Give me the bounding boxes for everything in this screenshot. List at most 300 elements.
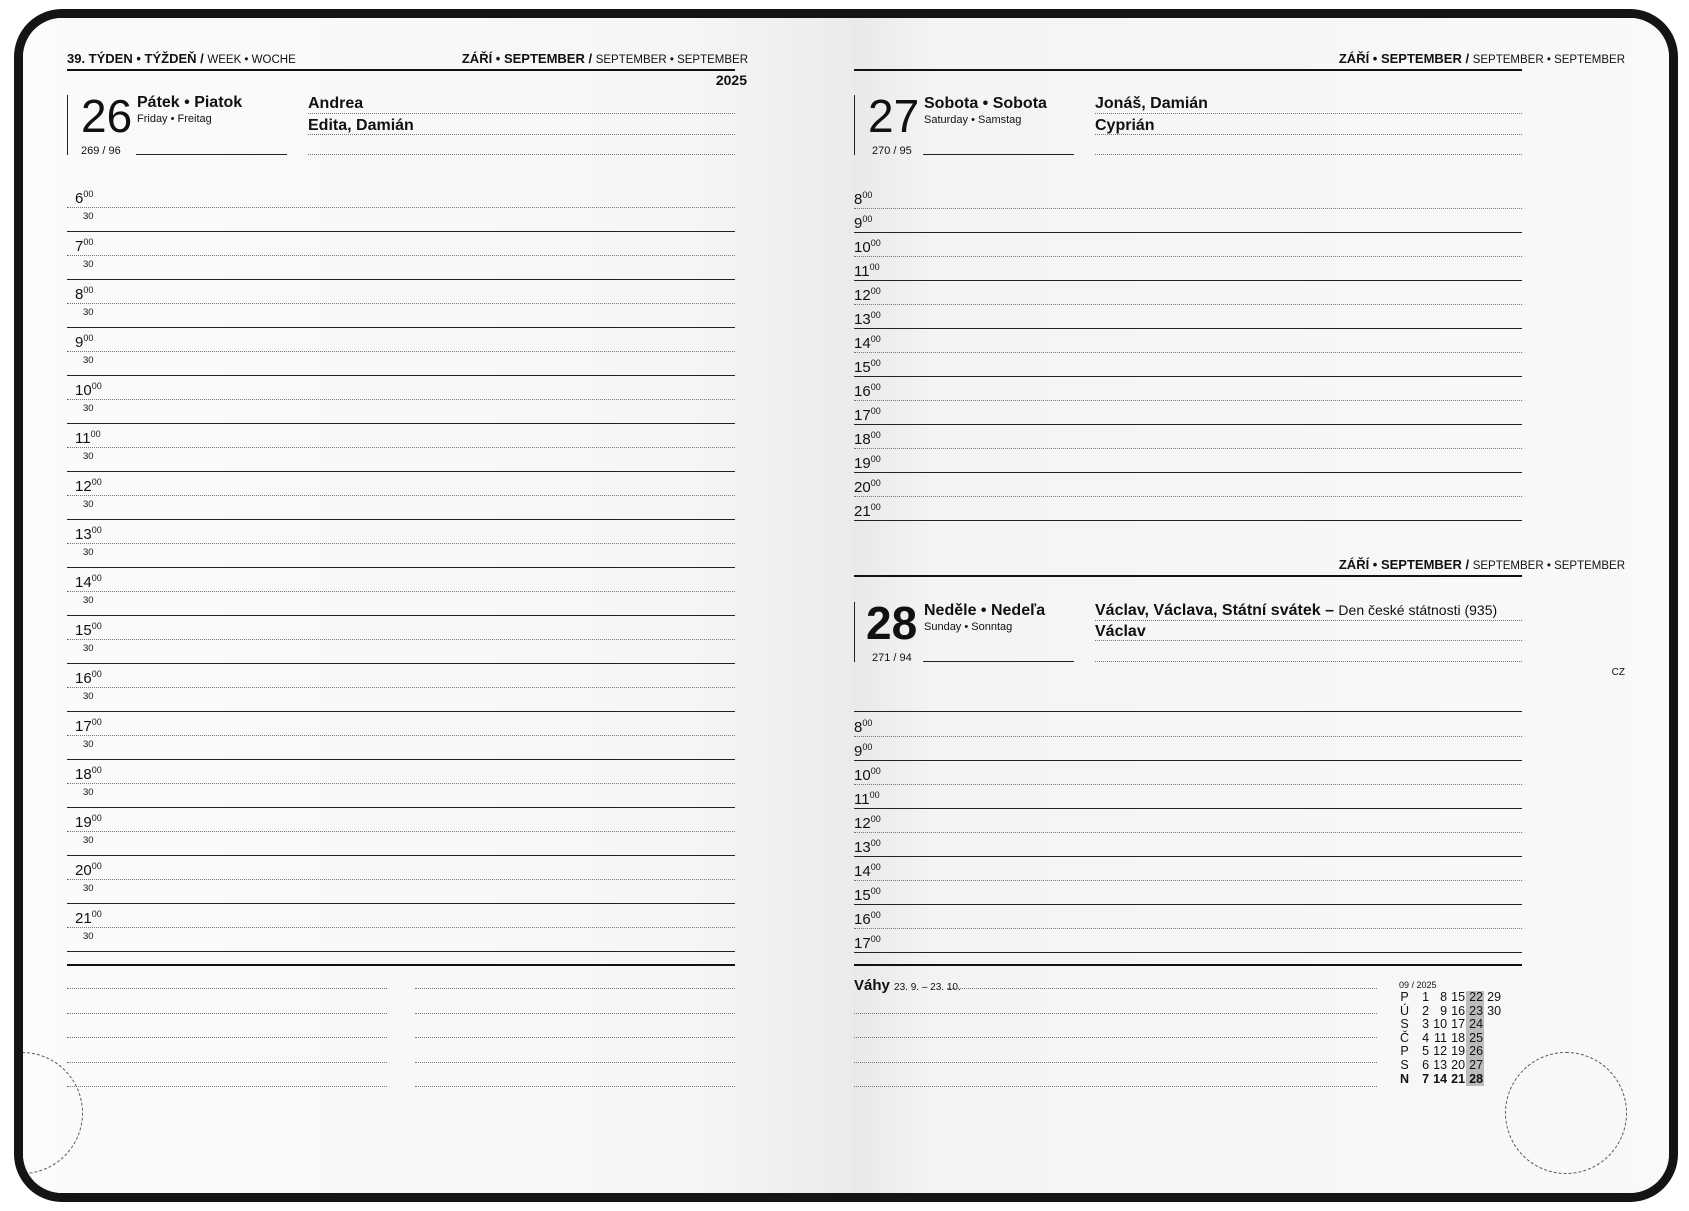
hour-label bbox=[75, 670, 102, 686]
calendar-date: 30 bbox=[1487, 1003, 1502, 1018]
note-line bbox=[415, 1037, 735, 1038]
hour-minutes: 00 bbox=[862, 742, 873, 752]
hour-minutes: 00 bbox=[91, 861, 102, 871]
hour-minutes: 00 bbox=[91, 381, 102, 391]
half-hour-line bbox=[67, 927, 735, 928]
hour-minutes: 00 bbox=[870, 406, 881, 416]
hour-label bbox=[75, 526, 102, 542]
half-hour-line bbox=[67, 831, 735, 832]
hour-label bbox=[854, 287, 881, 303]
hour-label bbox=[854, 239, 881, 255]
half-hour-label: 30 bbox=[83, 307, 94, 318]
hour-minutes: 00 bbox=[83, 333, 94, 343]
hour-line bbox=[854, 328, 1522, 329]
day-number: 28 bbox=[866, 597, 918, 649]
hour-minutes: 00 bbox=[870, 862, 881, 872]
calendar-date: 2 bbox=[1422, 1003, 1430, 1018]
day-bar bbox=[854, 602, 855, 662]
hour-value: 14 bbox=[75, 574, 92, 591]
name-line bbox=[1095, 154, 1522, 155]
calendar-date: 16 bbox=[1451, 1003, 1466, 1018]
calendar-row bbox=[1399, 1005, 1502, 1019]
hour-line bbox=[67, 375, 735, 376]
hour-label bbox=[75, 862, 102, 878]
hour-line bbox=[67, 855, 735, 856]
hour-value: 17 bbox=[75, 718, 92, 735]
hour-line bbox=[67, 471, 735, 472]
name-line bbox=[308, 113, 735, 114]
hour-line bbox=[854, 832, 1522, 833]
calendar-date: 9 bbox=[1440, 1003, 1448, 1018]
calendar-date: 27 bbox=[1466, 1059, 1484, 1073]
half-hour-label: 30 bbox=[83, 739, 94, 750]
zodiac-label bbox=[854, 977, 961, 994]
hour-label bbox=[854, 455, 881, 471]
hour-line bbox=[854, 784, 1522, 785]
note-line bbox=[415, 1086, 735, 1087]
hour-value: 12 bbox=[75, 478, 92, 495]
hour-value: 17 bbox=[854, 935, 871, 952]
hour-label bbox=[854, 719, 872, 735]
hour-value: 8 bbox=[854, 719, 863, 736]
hour-minutes: 00 bbox=[870, 430, 881, 440]
hour-value: 17 bbox=[854, 407, 871, 424]
day-underline bbox=[136, 154, 287, 155]
calendar-date: 6 bbox=[1422, 1057, 1430, 1072]
calendar-date bbox=[1484, 1073, 1502, 1087]
calendar-weekday: P bbox=[1400, 1044, 1409, 1059]
calendar-row bbox=[1399, 1018, 1502, 1032]
hour-value: 8 bbox=[854, 191, 863, 208]
hour-line bbox=[67, 903, 735, 904]
half-hour-label: 30 bbox=[83, 355, 94, 366]
hour-label bbox=[75, 286, 93, 302]
planner-spread bbox=[14, 9, 1678, 1202]
zodiac-name: Váhy bbox=[854, 977, 890, 994]
calendar-date: 25 bbox=[1466, 1032, 1484, 1046]
calendar-row bbox=[1399, 991, 1502, 1005]
hour-value: 15 bbox=[854, 887, 871, 904]
half-hour-label: 30 bbox=[83, 547, 94, 558]
calendar-date: 12 bbox=[1433, 1044, 1448, 1059]
month-header-bold: ZÁŘÍ • SEPTEMBER / bbox=[1338, 557, 1470, 572]
calendar-date: 21 bbox=[1451, 1071, 1466, 1086]
hour-label bbox=[854, 335, 881, 351]
hour-minutes: 00 bbox=[870, 886, 881, 896]
corner-cut-mark bbox=[1505, 1052, 1627, 1174]
hour-label bbox=[854, 911, 881, 927]
hour-value: 13 bbox=[75, 526, 92, 543]
hour-rule bbox=[854, 711, 1522, 712]
day-subname: Sunday • Sonntag bbox=[924, 621, 1013, 633]
calendar-date: 26 bbox=[1466, 1045, 1484, 1059]
notes-rule bbox=[854, 964, 1522, 966]
header-rule bbox=[67, 69, 735, 71]
calendar-date: 19 bbox=[1451, 1044, 1466, 1059]
note-line bbox=[67, 1013, 387, 1014]
hour-value: 12 bbox=[854, 815, 871, 832]
hour-value: 16 bbox=[75, 670, 92, 687]
hour-label bbox=[854, 407, 881, 423]
hour-minutes: 00 bbox=[862, 190, 873, 200]
hour-value: 10 bbox=[854, 239, 871, 256]
note-line bbox=[67, 988, 387, 989]
nameday-1: Jonáš, Damián bbox=[1095, 95, 1208, 112]
calendar-row bbox=[1399, 1045, 1502, 1059]
note-line bbox=[67, 1086, 387, 1087]
hour-value: 15 bbox=[854, 359, 871, 376]
calendar-date: 29 bbox=[1487, 990, 1502, 1004]
hour-minutes: 00 bbox=[91, 765, 102, 775]
half-hour-line bbox=[67, 591, 735, 592]
month-header-light: SEPTEMBER • SEPTEMBER bbox=[1472, 54, 1625, 66]
hour-label bbox=[854, 191, 872, 207]
note-line bbox=[415, 988, 735, 989]
hour-minutes: 00 bbox=[870, 478, 881, 488]
hour-line bbox=[67, 759, 735, 760]
month-header-2 bbox=[1339, 557, 1625, 572]
hour-line bbox=[67, 519, 735, 520]
note-line bbox=[854, 1013, 1377, 1014]
hour-minutes: 00 bbox=[91, 909, 102, 919]
hour-line bbox=[854, 424, 1522, 425]
calendar-date: 5 bbox=[1422, 1044, 1430, 1059]
hour-minutes: 00 bbox=[83, 189, 94, 199]
half-hour-line bbox=[67, 783, 735, 784]
half-hour-label: 30 bbox=[83, 595, 94, 606]
nameday-2: Václav bbox=[1095, 623, 1146, 640]
hour-line bbox=[854, 208, 1522, 209]
hour-line bbox=[854, 736, 1522, 737]
hour-value: 13 bbox=[854, 839, 871, 856]
mini-calendar-title: 09 / 2025 bbox=[1399, 980, 1437, 990]
name-line bbox=[1095, 620, 1522, 621]
day-index: 270 / 95 bbox=[872, 145, 912, 157]
half-hour-line bbox=[67, 735, 735, 736]
hour-minutes: 00 bbox=[870, 934, 881, 944]
hour-value: 19 bbox=[75, 814, 92, 831]
hour-label bbox=[854, 863, 881, 879]
hour-label bbox=[75, 910, 102, 926]
hour-label bbox=[854, 215, 872, 231]
note-line bbox=[415, 1013, 735, 1014]
hour-label bbox=[75, 478, 102, 494]
hour-label bbox=[75, 190, 93, 206]
calendar-weekday: P bbox=[1400, 990, 1409, 1004]
hour-label bbox=[75, 382, 102, 398]
corner-cut-mark bbox=[14, 1052, 83, 1174]
calendar-date: 13 bbox=[1433, 1057, 1448, 1072]
hour-line bbox=[854, 760, 1522, 761]
nameday-1: Andrea bbox=[308, 95, 364, 112]
hour-label bbox=[854, 791, 880, 807]
hour-label bbox=[75, 574, 102, 590]
calendar-date bbox=[1484, 1045, 1502, 1059]
calendar-date: 23 bbox=[1466, 1005, 1484, 1019]
hour-line bbox=[67, 663, 735, 664]
hour-value: 18 bbox=[854, 431, 871, 448]
hour-line bbox=[67, 567, 735, 568]
hour-value: 11 bbox=[75, 430, 91, 447]
hour-label bbox=[854, 503, 881, 519]
hour-minutes: 00 bbox=[870, 358, 881, 368]
calendar-date bbox=[1484, 1059, 1502, 1073]
calendar-date: 20 bbox=[1451, 1057, 1466, 1072]
name-line bbox=[308, 154, 735, 155]
calendar-date: 3 bbox=[1422, 1017, 1430, 1032]
calendar-date: 24 bbox=[1466, 1018, 1484, 1032]
hour-line bbox=[854, 280, 1522, 281]
half-hour-label: 30 bbox=[83, 259, 94, 270]
notes-rule bbox=[67, 964, 735, 966]
hour-line bbox=[854, 376, 1522, 377]
hour-value: 20 bbox=[75, 862, 92, 879]
hour-value: 21 bbox=[854, 503, 871, 520]
month-header-bold: ZÁŘÍ • SEPTEMBER / bbox=[1338, 51, 1470, 66]
left-page bbox=[23, 18, 854, 1193]
hour-value: 20 bbox=[854, 479, 871, 496]
hour-minutes: 00 bbox=[869, 262, 880, 272]
note-line bbox=[415, 1062, 735, 1063]
hour-value: 9 bbox=[854, 215, 863, 232]
hour-value: 13 bbox=[854, 311, 871, 328]
calendar-date bbox=[1484, 1032, 1502, 1046]
half-hour-label: 30 bbox=[83, 211, 94, 222]
hour-line bbox=[854, 400, 1522, 401]
calendar-date: 17 bbox=[1451, 1017, 1466, 1032]
hour-line bbox=[854, 448, 1522, 449]
hour-value: 7 bbox=[75, 238, 84, 255]
hour-minutes: 00 bbox=[870, 286, 881, 296]
half-hour-label: 30 bbox=[83, 451, 94, 462]
hour-value: 12 bbox=[854, 287, 871, 304]
hour-label bbox=[75, 622, 102, 638]
month-header-bold: ZÁŘÍ • SEPTEMBER / bbox=[461, 51, 593, 66]
country-code: CZ bbox=[1611, 667, 1625, 678]
calendar-date: 14 bbox=[1433, 1071, 1448, 1086]
hour-label bbox=[854, 263, 880, 279]
hour-line bbox=[854, 856, 1522, 857]
holiday-names: Václav, Václava, Státní svátek – bbox=[1095, 602, 1334, 619]
hour-minutes: 00 bbox=[91, 477, 102, 487]
half-hour-label: 30 bbox=[83, 931, 94, 942]
half-hour-line bbox=[67, 303, 735, 304]
half-hour-line bbox=[67, 255, 735, 256]
hour-minutes: 00 bbox=[90, 429, 101, 439]
hour-label bbox=[854, 311, 881, 327]
half-hour-label: 30 bbox=[83, 403, 94, 414]
day-bar bbox=[854, 95, 855, 155]
hour-label bbox=[854, 431, 881, 447]
hour-value: 10 bbox=[854, 767, 871, 784]
day-number: 27 bbox=[868, 90, 920, 142]
hour-line bbox=[854, 952, 1522, 953]
year-label: 2025 bbox=[715, 72, 747, 88]
day-underline bbox=[923, 154, 1074, 155]
hour-line bbox=[67, 279, 735, 280]
hour-minutes: 00 bbox=[870, 910, 881, 920]
hour-line bbox=[67, 615, 735, 616]
hour-line bbox=[854, 232, 1522, 233]
hour-value: 16 bbox=[854, 911, 871, 928]
day-number: 26 bbox=[81, 90, 133, 142]
week-header-light: WEEK • WOCHE bbox=[207, 54, 296, 66]
calendar-date: 4 bbox=[1422, 1030, 1430, 1045]
hour-minutes: 00 bbox=[83, 237, 94, 247]
month-header-light: SEPTEMBER • SEPTEMBER bbox=[595, 54, 748, 66]
hour-minutes: 00 bbox=[91, 813, 102, 823]
calendar-weekday: S bbox=[1400, 1017, 1409, 1032]
hour-label bbox=[854, 479, 881, 495]
day-name: Neděle • Nedeľa bbox=[924, 602, 1046, 619]
hour-label bbox=[854, 935, 881, 951]
hour-value: 14 bbox=[854, 335, 871, 352]
hour-minutes: 00 bbox=[870, 454, 881, 464]
hour-line bbox=[67, 231, 735, 232]
calendar-weekday: N bbox=[1400, 1071, 1410, 1086]
calendar-weekday: S bbox=[1400, 1057, 1409, 1072]
header-rule bbox=[854, 575, 1522, 577]
hour-line bbox=[854, 904, 1522, 905]
half-hour-line bbox=[67, 495, 735, 496]
hour-line bbox=[854, 256, 1522, 257]
name-line bbox=[1095, 661, 1522, 662]
half-hour-line bbox=[67, 447, 735, 448]
half-hour-line bbox=[67, 639, 735, 640]
half-hour-label: 30 bbox=[83, 643, 94, 654]
header-rule bbox=[854, 69, 1522, 71]
half-hour-label: 30 bbox=[83, 499, 94, 510]
calendar-weekday: Č bbox=[1400, 1030, 1410, 1045]
hour-minutes: 00 bbox=[83, 285, 94, 295]
hour-value: 10 bbox=[75, 382, 92, 399]
calendar-weekday: Ú bbox=[1400, 1003, 1410, 1018]
hour-line bbox=[67, 951, 735, 952]
day-index: 271 / 94 bbox=[872, 652, 912, 664]
hour-value: 19 bbox=[854, 455, 871, 472]
hour-label bbox=[854, 815, 881, 831]
half-hour-label: 30 bbox=[83, 883, 94, 894]
hour-value: 11 bbox=[854, 791, 870, 808]
day-name: Sobota • Sobota bbox=[924, 95, 1047, 112]
hour-label bbox=[75, 814, 102, 830]
hour-line bbox=[854, 880, 1522, 881]
nameday-1 bbox=[1095, 602, 1497, 620]
calendar-date: 18 bbox=[1451, 1030, 1466, 1045]
hour-value: 15 bbox=[75, 622, 92, 639]
calendar-date: 22 bbox=[1466, 991, 1484, 1005]
half-hour-line bbox=[67, 879, 735, 880]
hour-label bbox=[854, 767, 881, 783]
hour-line bbox=[67, 807, 735, 808]
hour-value: 8 bbox=[75, 286, 84, 303]
hour-label bbox=[75, 238, 93, 254]
hour-label bbox=[854, 383, 881, 399]
hour-minutes: 00 bbox=[870, 310, 881, 320]
hour-label bbox=[854, 743, 872, 759]
hour-minutes: 00 bbox=[862, 214, 873, 224]
nameday-2: Edita, Damián bbox=[308, 117, 414, 134]
day-index: 269 / 96 bbox=[81, 145, 121, 157]
hour-label bbox=[75, 334, 93, 350]
hour-minutes: 00 bbox=[870, 238, 881, 248]
calendar-row bbox=[1399, 1059, 1502, 1073]
hour-minutes: 00 bbox=[91, 621, 102, 631]
day-name: Pátek • Piatok bbox=[137, 94, 243, 111]
calendar-date: 7 bbox=[1422, 1071, 1430, 1086]
calendar-date: 15 bbox=[1451, 990, 1466, 1004]
week-header bbox=[67, 51, 296, 66]
hour-value: 11 bbox=[854, 263, 870, 280]
half-hour-line bbox=[67, 687, 735, 688]
month-header bbox=[1339, 51, 1625, 66]
note-line bbox=[67, 1062, 387, 1063]
half-hour-line bbox=[67, 399, 735, 400]
month-header bbox=[462, 51, 748, 66]
hour-value: 21 bbox=[75, 910, 92, 927]
half-hour-line bbox=[67, 351, 735, 352]
calendar-date: 10 bbox=[1433, 1017, 1448, 1032]
mini-calendar bbox=[1399, 980, 1502, 1086]
hour-minutes: 00 bbox=[870, 838, 881, 848]
hour-value: 16 bbox=[854, 383, 871, 400]
half-hour-label: 30 bbox=[83, 691, 94, 702]
hour-line bbox=[854, 928, 1522, 929]
day-subname: Saturday • Samstag bbox=[924, 114, 1022, 126]
calendar-date: 11 bbox=[1434, 1030, 1448, 1045]
name-line bbox=[1095, 134, 1522, 135]
calendar-date: 1 bbox=[1422, 990, 1430, 1004]
hour-line bbox=[854, 304, 1522, 305]
day-subname: Friday • Freitag bbox=[137, 113, 212, 125]
half-hour-line bbox=[67, 543, 735, 544]
hour-minutes: 00 bbox=[91, 717, 102, 727]
hour-line bbox=[854, 496, 1522, 497]
hour-minutes: 00 bbox=[870, 382, 881, 392]
note-line bbox=[854, 1086, 1377, 1087]
right-page bbox=[854, 18, 1669, 1193]
hour-value: 14 bbox=[854, 863, 871, 880]
half-hour-line bbox=[67, 207, 735, 208]
day-underline bbox=[923, 661, 1074, 662]
calendar-date: 8 bbox=[1440, 990, 1448, 1004]
hour-line bbox=[67, 423, 735, 424]
hour-line bbox=[67, 327, 735, 328]
hour-minutes: 00 bbox=[91, 573, 102, 583]
day-bar bbox=[67, 95, 68, 155]
week-header-bold: 39. TÝDEN • TÝŽDEŇ / bbox=[67, 51, 204, 66]
note-line bbox=[854, 1062, 1377, 1063]
hour-label bbox=[75, 766, 102, 782]
name-line bbox=[308, 134, 735, 135]
calendar-row bbox=[1399, 1073, 1502, 1087]
hour-line bbox=[854, 520, 1522, 521]
hour-minutes: 00 bbox=[91, 669, 102, 679]
name-line bbox=[1095, 113, 1522, 114]
calendar-row bbox=[1399, 1032, 1502, 1046]
half-hour-label: 30 bbox=[83, 787, 94, 798]
hour-value: 6 bbox=[75, 190, 84, 207]
hour-line bbox=[854, 352, 1522, 353]
hour-minutes: 00 bbox=[870, 766, 881, 776]
hour-value: 18 bbox=[75, 766, 92, 783]
nameday-2: Cyprián bbox=[1095, 117, 1155, 134]
name-line bbox=[1095, 640, 1522, 641]
mini-calendar-grid bbox=[1399, 991, 1502, 1086]
hour-minutes: 00 bbox=[870, 334, 881, 344]
half-hour-label: 30 bbox=[83, 835, 94, 846]
hour-minutes: 00 bbox=[870, 814, 881, 824]
